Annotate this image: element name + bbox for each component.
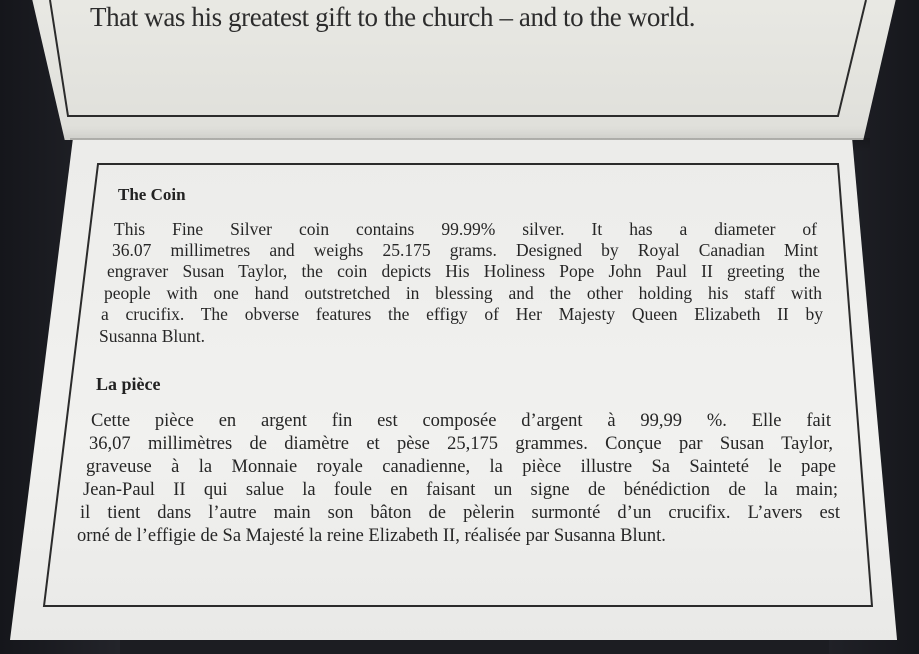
french-line-5: il tient dans l’autre main son bâton de pèlerin surmonté d’un crucifix. L’avers est — [80, 503, 840, 523]
french-heading: La pièce — [96, 374, 161, 394]
english-line-3: engraver Susan Taylor, the coin depicts His Holiness Pope John Paul II greeting the — [107, 261, 820, 281]
english-line-6: Susanna Blunt. — [99, 326, 205, 346]
french-line-6: orné de l’effigie de Sa Majesté la reine Elizabeth II, réalisée par Susanna Blunt. — [77, 526, 666, 546]
english-line-4: people with one hand outstretched in blessing and the other holding his staff with — [104, 283, 822, 303]
top-panel-text: That was his greatest gift to the church – and to the world. — [90, 2, 696, 32]
bottom-frame-border — [0, 140, 919, 654]
english-heading: The Coin — [118, 185, 186, 204]
french-line-4: Jean-Paul II qui salue la foule en faisant un signe de bénédiction de la main; — [83, 480, 838, 500]
french-line-3: graveuse à la Monnaie royale canadienne, la pièce illustre Sa Sainteté le pape — [86, 457, 836, 477]
french-line-1: Cette pièce en argent fin est composée d’argent à 99,99 %. Elle fait — [91, 411, 831, 431]
english-line-2: 36.07 millimetres and weighs 25.175 grams. Designed by Royal Canadian Mint — [112, 240, 818, 260]
english-line-5: a crucifix. The obverse features the effigy of Her Majesty Queen Elizabeth II by — [101, 304, 823, 324]
french-line-2: 36,07 millimètres de diamètre et pèse 25,175 grammes. Conçue par Susan Taylor, — [89, 434, 833, 454]
english-line-1: This Fine Silver coin contains 99.99% silver. It has a diameter of — [114, 219, 817, 239]
